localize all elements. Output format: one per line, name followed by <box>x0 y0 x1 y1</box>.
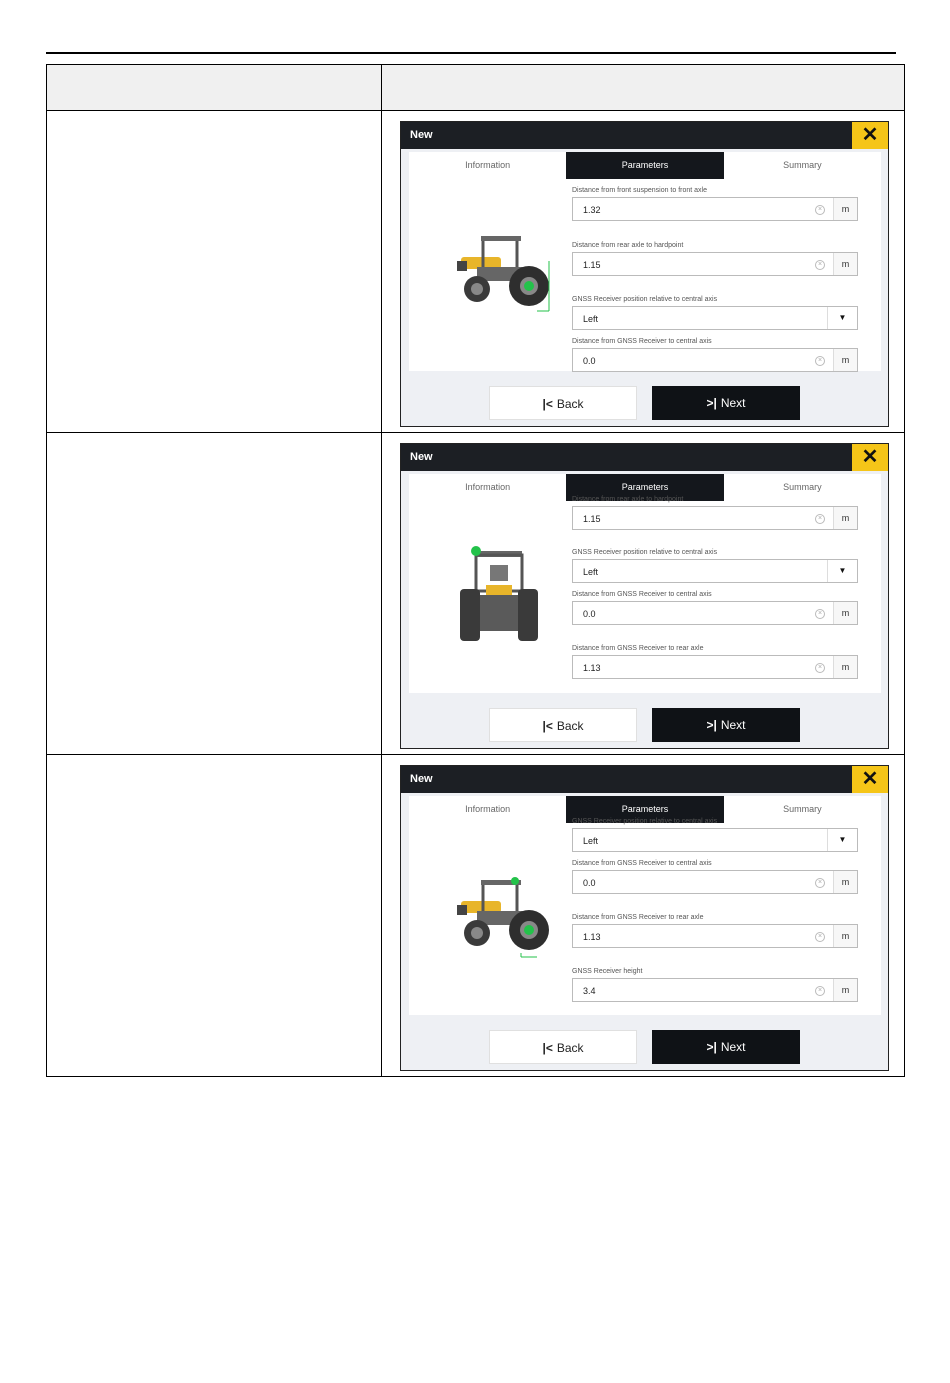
unit-label: m <box>833 979 857 1001</box>
unit-label: m <box>833 198 857 220</box>
back-button[interactable] <box>489 708 637 742</box>
table-row <box>47 755 905 1077</box>
tab-information[interactable]: Information <box>465 804 511 814</box>
field-label: Distance from GNSS Receiver to rear axle <box>572 645 704 652</box>
number-input[interactable] <box>572 655 858 679</box>
dialog-titlebar <box>401 122 888 149</box>
position-select[interactable] <box>572 306 858 330</box>
back-label: Back <box>556 719 584 733</box>
top-rule <box>46 52 896 54</box>
dialog-title: New <box>410 773 433 785</box>
step-cell <box>47 111 382 433</box>
dialog-title: New <box>410 451 433 463</box>
clear-icon[interactable]: × <box>815 609 825 619</box>
number-input[interactable] <box>572 348 858 372</box>
field-label: Distance from rear axle to hardpoint <box>572 496 684 503</box>
next-button[interactable] <box>652 386 800 420</box>
new-dialog <box>400 121 889 427</box>
field-label: Distance from front suspension to front axle <box>572 187 708 194</box>
next-button[interactable] <box>652 1030 800 1064</box>
field-label: GNSS Receiver position relative to central axis <box>572 549 718 556</box>
close-button[interactable] <box>852 444 888 471</box>
number-input[interactable] <box>572 601 858 625</box>
input-value: 1.32 <box>583 205 601 215</box>
select-value: Left <box>583 567 599 577</box>
skip-back-icon: |< <box>542 1041 553 1055</box>
skip-next-icon: >| <box>706 718 717 732</box>
tab-summary[interactable]: Summary <box>783 804 822 814</box>
tab-summary[interactable]: Summary <box>783 160 822 170</box>
unit-label: m <box>833 349 857 371</box>
parameters-panel <box>409 818 881 1015</box>
unit-label: m <box>833 925 857 947</box>
table-header-row <box>47 65 905 111</box>
field-label: GNSS Receiver position relative to central axis <box>572 818 718 825</box>
clear-icon[interactable]: × <box>815 260 825 270</box>
skip-next-icon: >| <box>706 396 717 410</box>
unit-label: m <box>833 871 857 893</box>
tab-parameters[interactable]: Parameters <box>566 474 723 501</box>
table-row <box>47 111 905 433</box>
unit-label: m <box>833 253 857 275</box>
skip-back-icon: |< <box>542 397 553 411</box>
close-icon: ✕ <box>861 446 879 468</box>
field-label: Distance from GNSS Receiver to rear axle <box>572 914 704 921</box>
field-label: GNSS Receiver position relative to central axis <box>572 296 718 303</box>
clear-icon[interactable]: × <box>815 986 825 996</box>
next-label: Next <box>720 1040 746 1054</box>
position-select[interactable] <box>572 828 858 852</box>
tractor-side-illustration <box>437 231 557 321</box>
chevron-down-icon[interactable]: ▼ <box>827 829 857 851</box>
number-input[interactable] <box>572 924 858 948</box>
input-value: 1.13 <box>583 932 601 942</box>
document-table <box>46 64 905 1077</box>
clear-icon[interactable]: × <box>815 663 825 673</box>
input-value: 0.0 <box>583 356 596 366</box>
back-button[interactable] <box>489 1030 637 1064</box>
field-label: Distance from rear axle to hardpoint <box>572 242 684 249</box>
clear-icon[interactable]: × <box>815 356 825 366</box>
skip-back-icon: |< <box>542 719 553 733</box>
chevron-down-icon[interactable]: ▼ <box>827 307 857 329</box>
back-button[interactable] <box>489 386 637 420</box>
parameters-panel <box>409 179 881 371</box>
input-value: 1.15 <box>583 260 601 270</box>
unit-label: m <box>833 656 857 678</box>
tab-summary[interactable]: Summary <box>783 482 822 492</box>
step-cell <box>47 755 382 1077</box>
next-label: Next <box>720 718 746 732</box>
position-select[interactable] <box>572 559 858 583</box>
tab-information[interactable]: Information <box>465 482 511 492</box>
dialog-title: New <box>410 129 433 141</box>
header-cell-left <box>47 65 382 111</box>
close-button[interactable] <box>852 766 888 793</box>
screenshot-cell <box>382 111 905 433</box>
close-icon: ✕ <box>861 124 879 146</box>
tab-parameters[interactable]: Parameters <box>566 152 723 179</box>
number-input[interactable] <box>572 197 858 221</box>
number-input[interactable] <box>572 506 858 530</box>
step-cell <box>47 433 382 755</box>
number-input[interactable] <box>572 252 858 276</box>
screenshot-cell <box>382 755 905 1077</box>
parameter-form[interactable] <box>572 179 872 371</box>
input-value: 0.0 <box>583 609 596 619</box>
close-button[interactable] <box>852 122 888 149</box>
back-label: Back <box>556 1041 584 1055</box>
next-button[interactable] <box>652 708 800 742</box>
clear-icon[interactable]: × <box>815 878 825 888</box>
header-cell-right <box>382 65 905 111</box>
dialog-titlebar <box>401 444 888 471</box>
skip-next-icon: >| <box>706 1040 717 1054</box>
field-label: Distance from GNSS Receiver to central axis <box>572 860 712 867</box>
new-dialog <box>400 443 889 749</box>
select-value: Left <box>583 314 599 324</box>
field-label: Distance from GNSS Receiver to central axis <box>572 591 712 598</box>
field-label: Distance from GNSS Receiver to central axis <box>572 338 712 345</box>
parameters-panel <box>409 496 881 693</box>
input-value: 1.15 <box>583 514 601 524</box>
clear-icon[interactable]: × <box>815 205 825 215</box>
chevron-down-icon[interactable]: ▼ <box>827 560 857 582</box>
parameter-form[interactable] <box>572 818 872 1015</box>
parameter-form[interactable] <box>572 496 872 693</box>
new-dialog <box>400 765 889 1071</box>
back-label: Back <box>556 397 584 411</box>
field-label: GNSS Receiver height <box>572 968 643 975</box>
input-value: 1.13 <box>583 663 601 673</box>
tab-bar <box>409 152 881 179</box>
number-input[interactable] <box>572 870 858 894</box>
input-value: 0.0 <box>583 878 596 888</box>
table-row <box>47 433 905 755</box>
tractor-rear-illustration <box>454 541 544 651</box>
clear-icon[interactable]: × <box>815 514 825 524</box>
dialog-titlebar <box>401 766 888 793</box>
next-label: Next <box>720 396 746 410</box>
unit-label: m <box>833 602 857 624</box>
tab-parameters[interactable]: Parameters <box>566 796 723 823</box>
select-value: Left <box>583 836 599 846</box>
unit-label: m <box>833 507 857 529</box>
number-input[interactable] <box>572 978 858 1002</box>
tractor-side-illustration <box>437 875 557 965</box>
input-value: 3.4 <box>583 986 596 996</box>
screenshot-cell <box>382 433 905 755</box>
tab-information[interactable]: Information <box>465 160 511 170</box>
clear-icon[interactable]: × <box>815 932 825 942</box>
close-icon: ✕ <box>861 768 879 790</box>
